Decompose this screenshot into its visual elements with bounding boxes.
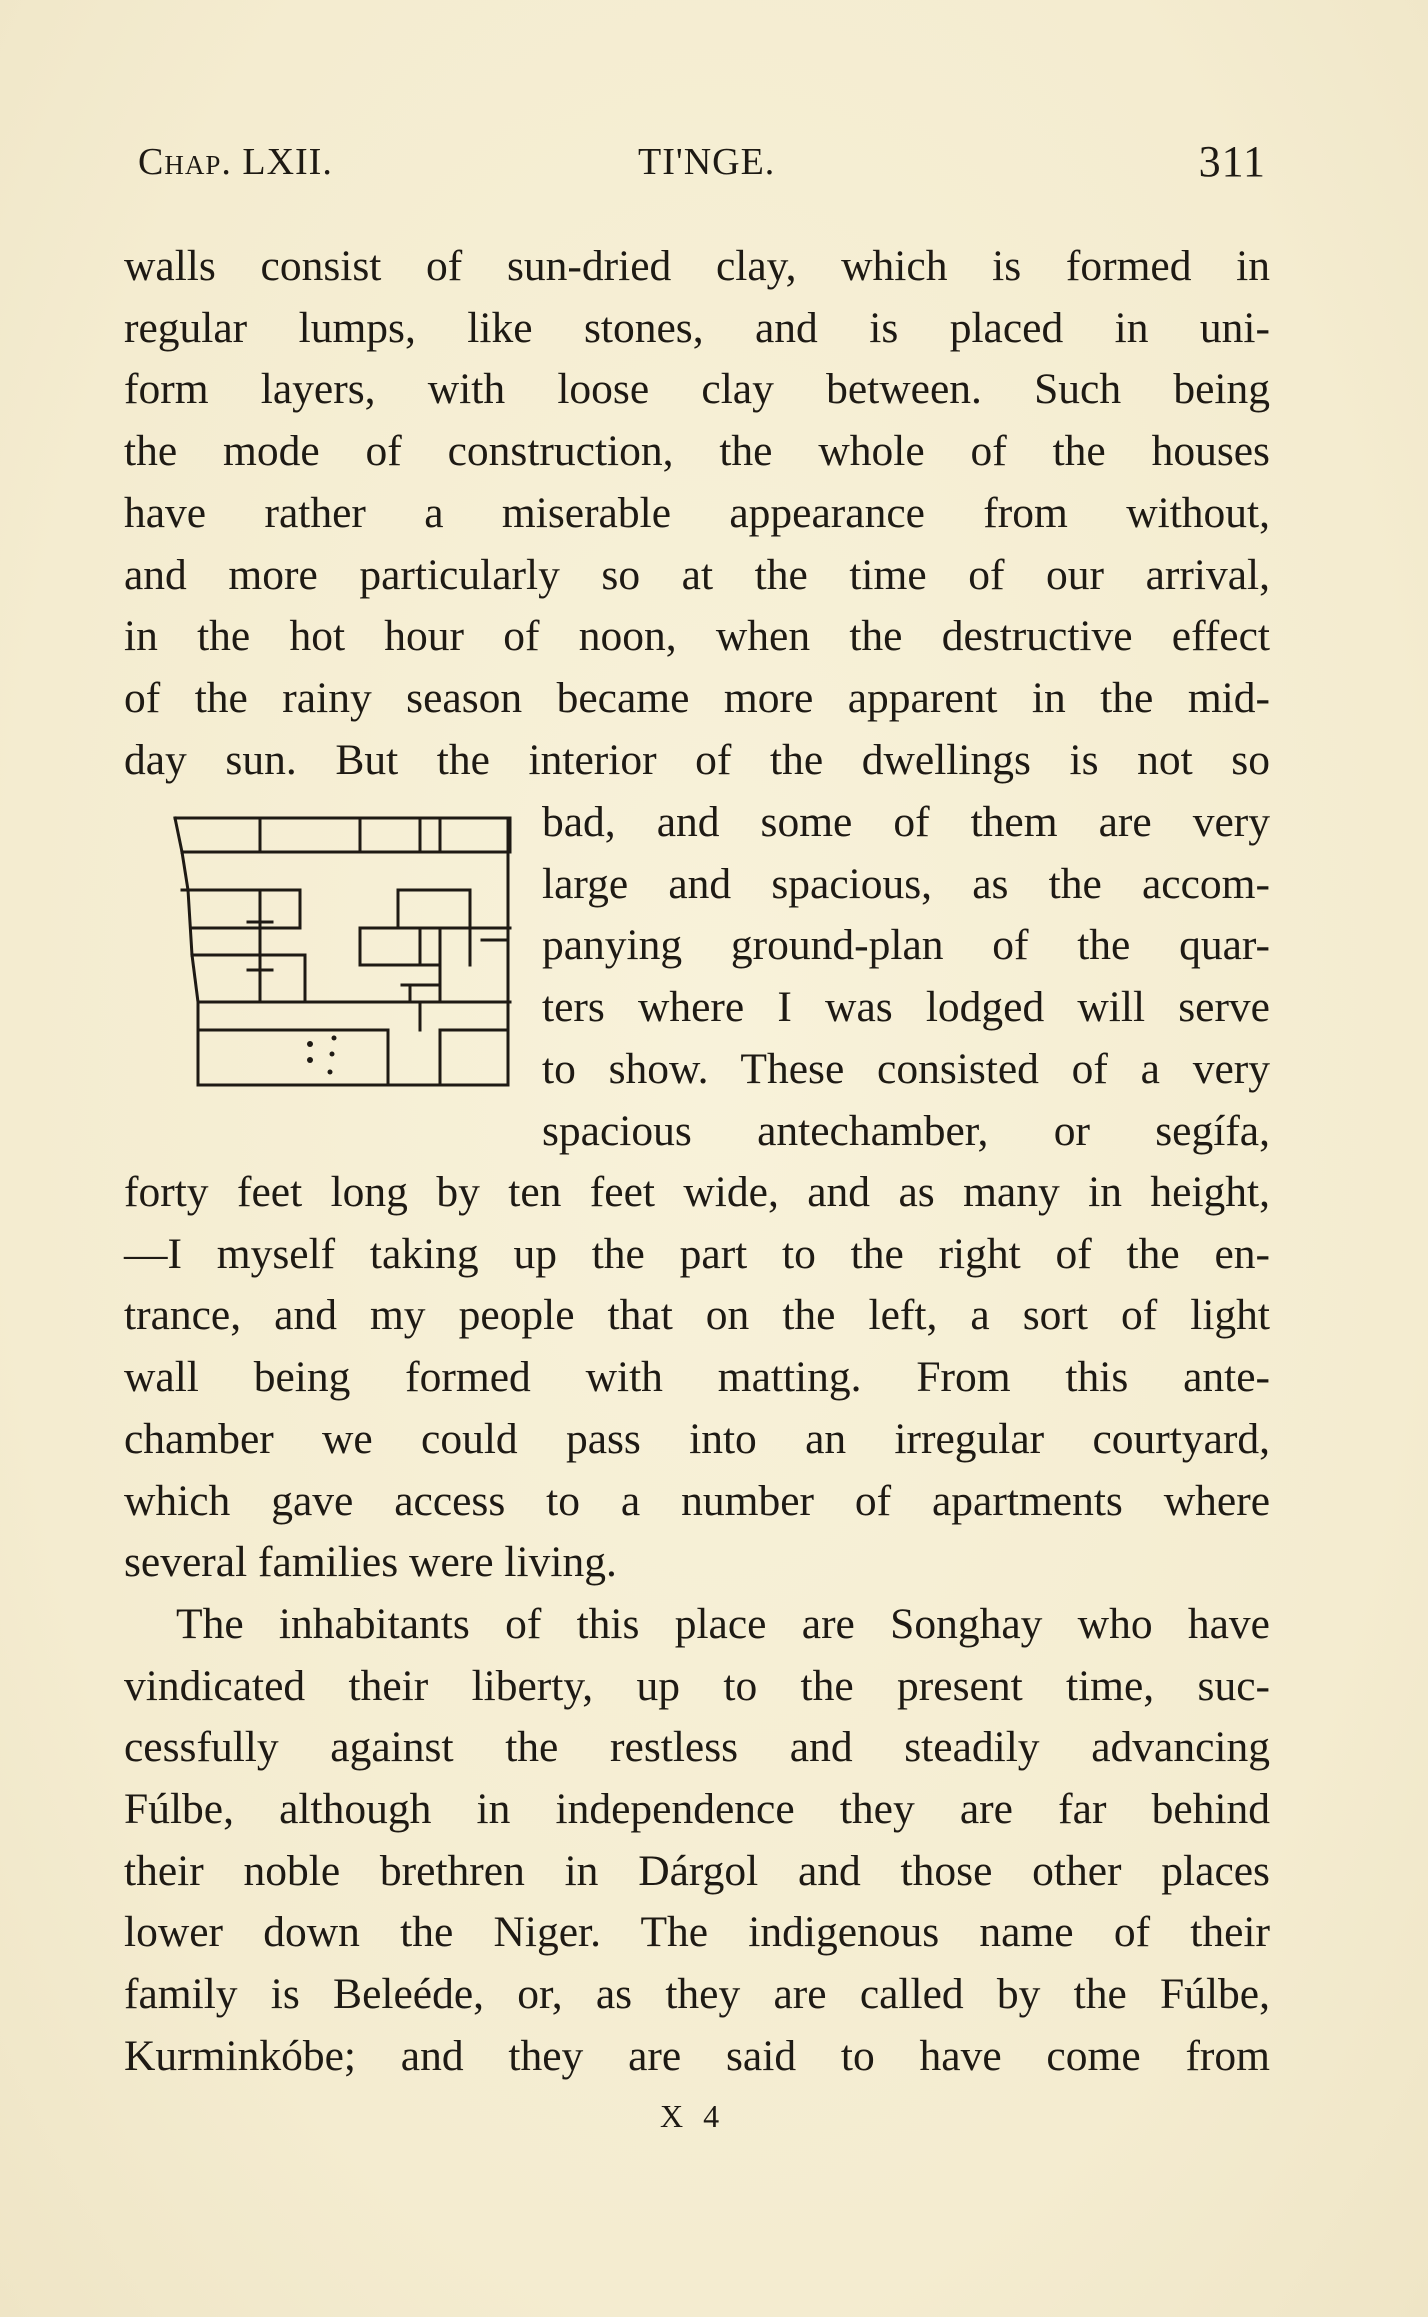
text-line: several families were living. [124, 1538, 617, 1587]
paragraph-1-beside-figure [542, 792, 1270, 1162]
text-line: and more particularly so at the time of our arrival, [124, 550, 1270, 599]
text-line: vindicated their liberty, up to the present time, suc- [124, 1661, 1270, 1710]
ground-plan-drawing [120, 790, 520, 1100]
text-line: ters where I was lodged will serve [542, 983, 1270, 1032]
text-line: lower down the Niger. The indigenous name of their [124, 1908, 1270, 1957]
text-line: which gave access to a number of apartments where [124, 1476, 1270, 1525]
text-line: their noble brethren in Dárgol and those other places [124, 1846, 1270, 1895]
text-line: spacious antechamber, or segífa, [542, 1106, 1270, 1155]
text-line: regular lumps, like stones, and is placed in uni- [124, 303, 1270, 352]
chapter-label: Chap. LXII. [138, 141, 333, 183]
text-line: trance, and my people that on the left, a sort of light [124, 1291, 1270, 1340]
paragraph-1-top [124, 236, 1270, 791]
text-line: Kurminkóbe; and they are said to have come from [124, 2031, 1270, 2080]
running-header [138, 136, 1266, 186]
paragraph-1-bottom-and-paragraph-2 [124, 1162, 1270, 2088]
text-line: the mode of construction, the whole of the houses [124, 427, 1270, 476]
text-line: family is Beleéde, or, as they are called by the Fúlbe, [124, 1970, 1270, 2019]
text-line: large and spacious, as the accom- [542, 859, 1270, 908]
text-line: bad, and some of them are very [542, 798, 1270, 846]
text-line: have rather a miserable appearance from without, [124, 488, 1270, 537]
text-line: walls consist of sun-dried clay, which is formed in [124, 242, 1270, 290]
text-line: cessfully against the restless and steadily advancing [124, 1723, 1270, 1772]
text-line: to show. These consisted of a very [542, 1044, 1270, 1093]
page-number: 311 [1198, 137, 1266, 186]
text-line: wall being formed with matting. From this ante- [124, 1353, 1270, 1402]
ground-plan-figure [120, 790, 520, 1100]
text-line: day sun. But the interior of the dwellings is not so [124, 735, 1270, 784]
text-line: The inhabitants of this place are Songhay who have [176, 1599, 1270, 1648]
text-line: Fúlbe, although in independence they are far behind [124, 1785, 1270, 1834]
text-line: in the hot hour of noon, when the destructive effect [124, 612, 1270, 661]
signature-mark: X 4 [660, 2098, 726, 2134]
text-line: forty feet long by ten feet wide, and as many in height, [124, 1168, 1270, 1216]
text-line: chamber we could pass into an irregular courtyard, [124, 1414, 1270, 1463]
text-line: —I myself taking up the part to the right of the en- [124, 1229, 1270, 1278]
text-line: form layers, with loose clay between. Such being [124, 365, 1270, 414]
running-title: TI'NGE. [638, 141, 776, 183]
text-line: of the rainy season became more apparent in the mid- [124, 673, 1270, 722]
text-line: panying ground-plan of the quar- [542, 921, 1270, 970]
